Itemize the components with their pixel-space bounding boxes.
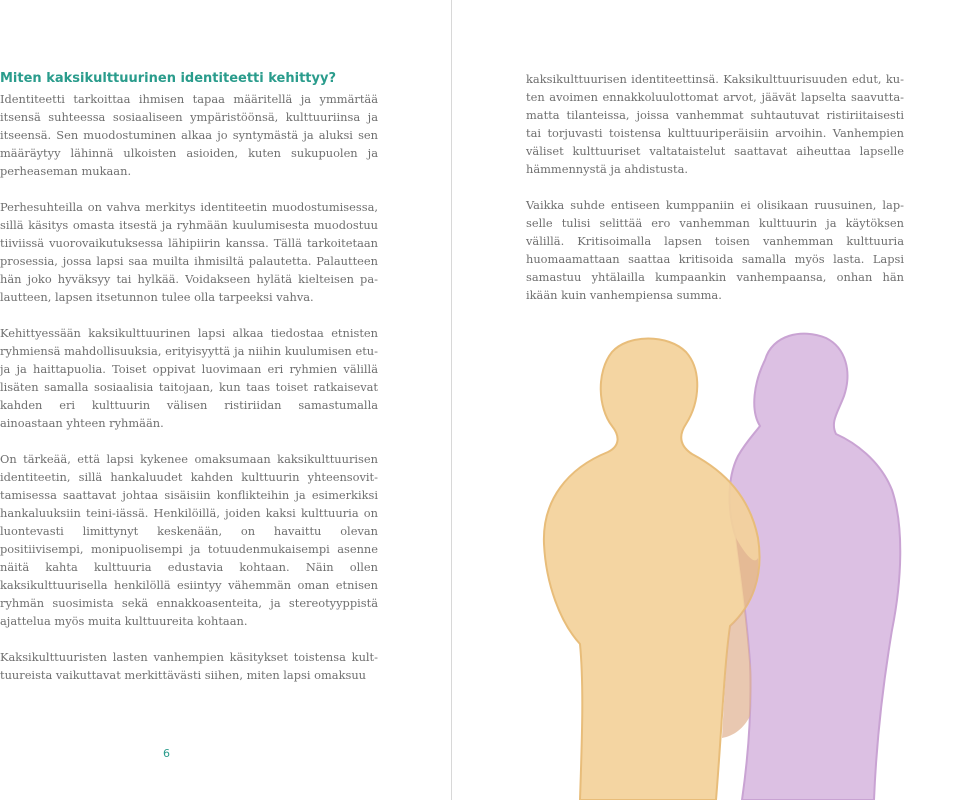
paragraph: Perhesuhteilla on vahva merkitys identiteetin muodostumisessa, sillä käsitys omasta itsestä ja ryhmään kuulumisesta muodostuu tiiviissä vuorovaikutuksessa lähipiirin kanssa. Tällä tarkoitetaan prosessia, jossa lapsi saa muilta ihmisiltä palautetta. Palautteen hän joko hyväksyy tai hylkää. Voidakseen hylätä kielteisen palautteen, lapsen itsetunnon tulee olla tarpeeksi vahva. — [0, 200, 378, 304]
left-column — [0, 70, 378, 702]
paragraph: Identiteetti tarkoittaa ihmisen tapaa määritellä ja ymmärtää itsensä suhteessa sosiaaliseen ympäristöönsä, kulttuuriinsa ja itseensä. Sen muodostuminen alkaa jo syntymästä ja aluksi sen määräytyy lähinnä ulkoisten asioiden, kuten sukupuolen ja perheaseman mukaan. — [0, 92, 378, 178]
paragraph: Kaksikulttuuristen lasten vanhempien käsitykset toistensa kulttuureista vaikuttavat merkittävästi siihen, miten lapsi omaksuu — [0, 650, 378, 682]
paragraph: Kehittyessään kaksikulttuurinen lapsi alkaa tiedostaa etnisten ryhmiensä mahdollisuuksia, erityisyyttä ja niihin kuulumisen etuja ja haittapuolia. Toiset oppivat luovimaan eri ryhmien välillä lisäten samalla sosiaalisia taitojaan, kun taas toiset ratkaisevat kahden eri kulttuurin välisen ristiriidan samastumalla ainoastaan yhteen ryhmään. — [0, 326, 378, 430]
children-silhouettes-illustration — [540, 330, 960, 800]
paragraph: Vaikka suhde entiseen kumppaniin ei olisikaan ruusuinen, lapselle tulisi selittää ero vanhemman kulttuurin ja käytöksen välillä. Kritisoimalla lapsen toisen vanhemman kulttuuria huomaamattaan saattaa kritisoida samalla myös lasta. Lapsi samastuu yhtälailla kumpaankin vanhempaansa, onhan hän ikään kuin vanhempiensa summa. — [526, 198, 904, 302]
page-number: 6 — [163, 747, 170, 760]
paragraph: On tärkeää, että lapsi kykenee omaksumaan kaksikulttuurisen identiteetin, sillä hankaluudet kahden kulttuurin yhteensovittamisessa saattavat johtaa sisäisiin konflikteihin ja esimerkiksi hankaluuksiin teini-iässä. Henkilöillä, joiden kaksi kulttuuria on luontevasti limittynyt keskenään, on havaittu olevan positiivisempi, monipuolisempi ja totuudenmukaisempi asenne näitä kahta kulttuuria edustavia kohtaan. Näin ollen kaksikulttuurisella henkilöllä esiintyy vähemmän oman etnisen ryhmän suosimista sekä ennakkoasenteita, ja stereotyyppistä ajattelua myös muita kulttuureita kohtaan. — [0, 452, 378, 628]
page-gutter — [451, 0, 452, 800]
right-column — [526, 70, 904, 322]
paragraph: kaksikulttuurisen identiteettinsä. Kaksikulttuurisuuden edut, kuten avoimen ennakkoluulottomat arvot, jäävät lapselta saavuttamatta tilanteissa, joissa vanhemmat suhtautuvat ristiriitaisesti tai torjuvasti toistensa kulttuuriperäisiin arvoihin. Vanhempien väliset kulttuuriset valtataistelut saattavat aiheuttaa lapselle hämmennystä ja ahdistusta. — [526, 72, 904, 176]
section-heading: Miten kaksikulttuurinen identiteetti kehittyy? — [0, 71, 336, 86]
